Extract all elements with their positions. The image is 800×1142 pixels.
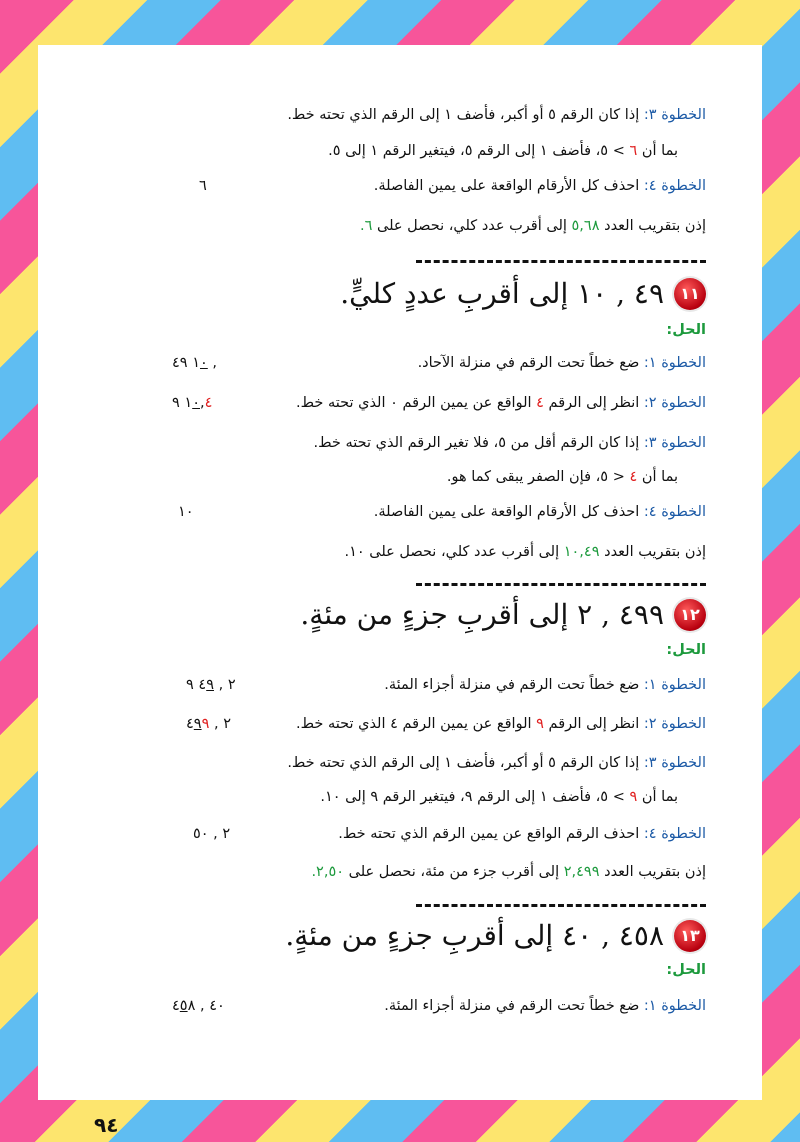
- note-text: بما أن: [641, 789, 678, 805]
- step-text: انظر إلى الرقم: [548, 395, 640, 411]
- work-digits: ٩: [186, 677, 194, 693]
- p11-step2-work: [172, 395, 212, 411]
- work-digits: ٤٩ ,: [172, 355, 217, 371]
- p11-step1: [418, 355, 706, 371]
- highlight-digit: ٤: [629, 469, 638, 485]
- separator: [416, 260, 706, 263]
- p12-step2-work: [186, 716, 231, 732]
- p11-step4-result: ١٠: [178, 504, 194, 520]
- note-text: < ٥، فإن الصفر يبقى كما هو.: [446, 469, 625, 485]
- note-text: > ٥، فأضف ١ إلى الرقم ٥، فيتغير الرقم ١ إلى ٥.: [328, 143, 625, 159]
- highlight-digit: ٩: [201, 716, 210, 732]
- work-digits: ١: [184, 395, 193, 411]
- step-text: إذا كان الرقم ٥ أو أكبر، فأضف ١ إلى الرقم الذي تحته خط.: [287, 755, 640, 771]
- conclusion-result: ٢,٥٠.: [311, 864, 345, 880]
- highlight-digit: ٩: [629, 789, 638, 805]
- note-text: > ٥، فأضف ١ إلى الرقم ٩، فيتغير الرقم ٩ إلى ١٠.: [320, 789, 625, 805]
- p12-conclusion: [311, 864, 706, 880]
- highlight-digit: ٦: [629, 143, 638, 159]
- step-label: الخطوة ١:: [643, 677, 706, 693]
- p12-step1-work: [186, 677, 236, 693]
- step-text: إذا كان الرقم أقل من ٥، فلا تغير الرقم الذي تحته خط.: [313, 435, 640, 451]
- step-label: الخطوة ٤:: [643, 504, 706, 520]
- solution-label: الحل:: [666, 642, 706, 658]
- step-text: انظر إلى الرقم: [548, 716, 640, 732]
- p11-step3: [314, 435, 706, 451]
- step-text: احذف كل الأرقام الواقعة على يمين الفاصلة.: [373, 178, 640, 194]
- top-step4: [374, 178, 706, 194]
- step-label: الخطوة ٢:: [643, 395, 706, 411]
- problem-title: ٤٥٨ , ٤٠ إلى أقربِ جزءٍ من مئةٍ.: [285, 919, 664, 952]
- worksheet-page: [38, 45, 762, 1137]
- note-text: بما أن: [641, 143, 678, 159]
- work-digits: ٤٠ , ٤: [172, 998, 225, 1014]
- p12-step3-note: [320, 789, 678, 805]
- step-text: ضع خطاً تحت الرقم في منزلة أجزاء المئة.: [384, 998, 640, 1014]
- p13-step1: [384, 998, 706, 1014]
- highlight-digit: ٩: [536, 716, 544, 732]
- underlined-digit: ٩: [193, 716, 202, 732]
- top-conclusion: [360, 218, 706, 234]
- step-label: الخطوة ٤:: [643, 178, 706, 194]
- underlined-digit: ٩: [206, 677, 214, 693]
- p11-step1-work: [172, 355, 217, 371]
- p12-step3: [287, 755, 706, 771]
- step-text: الواقع عن يمين الرقم ٠ الذي تحته خط.: [296, 395, 532, 411]
- solution-label: الحل:: [666, 962, 706, 978]
- conclusion-text: إلى أقرب جزء من مئة، نحصل على: [348, 864, 560, 880]
- highlight-digit: ٤: [204, 395, 213, 411]
- step-label: الخطوة ٣:: [643, 435, 706, 451]
- step-label: الخطوة ١:: [643, 998, 706, 1014]
- problem-number-badge: ١٢: [674, 599, 706, 631]
- conclusion-number: ١٠,٤٩: [563, 544, 600, 560]
- work-digits: ٢ , ٤: [186, 716, 232, 732]
- highlight-digit: ٤: [536, 395, 544, 411]
- conclusion-number: ٥,٦٨: [571, 218, 600, 234]
- work-digits: ٢ , ٤: [198, 677, 236, 693]
- p12-step1: [384, 677, 706, 693]
- conclusion-result: ٦.: [360, 218, 373, 234]
- underlined-digit: ٥: [179, 998, 188, 1014]
- conclusion-text: إذن بتقريب العدد: [604, 544, 706, 560]
- step-text: الواقع عن يمين الرقم ٤ الذي تحته خط.: [296, 716, 532, 732]
- problem-title: ٤٩ , ١٠ إلى أقربِ عددٍ كليٍّ.: [340, 277, 664, 310]
- top-step4-result: ٦: [199, 178, 207, 194]
- step-label: الخطوة ٤:: [643, 826, 706, 842]
- p12-step4: [338, 826, 706, 842]
- page-number: ٩٤: [94, 1113, 119, 1137]
- underlined-digit: ٠: [192, 395, 200, 411]
- problem-12-heading: [300, 598, 706, 631]
- p11-step2: [296, 395, 706, 411]
- conclusion-text: إذن بتقريب العدد: [604, 864, 706, 880]
- problem-13-heading: [285, 919, 706, 952]
- step-label: الخطوة ١:: [643, 355, 706, 371]
- problem-number-badge: ١٣: [674, 920, 706, 952]
- separator: [416, 583, 706, 586]
- step-text: ضع خطاً تحت الرقم في منزلة أجزاء المئة.: [384, 677, 640, 693]
- problem-title: ٤٩٩ , ٢ إلى أقربِ جزءٍ من مئةٍ.: [300, 598, 664, 631]
- separator: [416, 904, 706, 907]
- p12-step2: [296, 716, 706, 732]
- problem-number-badge: ١١: [674, 278, 706, 310]
- step-text: احذف الرقم الواقع عن يمين الرقم الذي تحته خط.: [338, 826, 640, 842]
- step-text: احذف كل الأرقام الواقعة على يمين الفاصلة.: [373, 504, 640, 520]
- work-digits: ١: [192, 355, 200, 371]
- p11-step4: [374, 504, 706, 520]
- work-digits: ٨: [187, 998, 196, 1014]
- step-label: الخطوة ٣:: [643, 107, 706, 123]
- top-step3: [287, 107, 706, 123]
- underlined-digit: ٠: [199, 355, 208, 371]
- top-step3-note: [328, 143, 678, 159]
- conclusion-text: إذن بتقريب العدد: [604, 218, 706, 234]
- p13-step1-work: [172, 998, 225, 1014]
- p12-step4-result: ٢ , ٥٠: [193, 826, 231, 842]
- p11-step3-note: [447, 469, 678, 485]
- conclusion-text: إلى أقرب عدد كلي، نحصل على: [377, 218, 567, 234]
- note-text: بما أن: [641, 469, 678, 485]
- conclusion-number: ٢,٤٩٩: [563, 864, 600, 880]
- work-digits: ,: [200, 395, 205, 411]
- step-text: إذا كان الرقم ٥ أو أكبر، فأضف ١ إلى الرقم الذي تحته خط.: [287, 107, 640, 123]
- p11-conclusion: [344, 544, 706, 560]
- problem-11-heading: [340, 277, 706, 310]
- step-label: الخطوة ٣:: [643, 755, 706, 771]
- solution-label: الحل:: [666, 322, 706, 338]
- step-label: الخطوة ٢:: [643, 716, 706, 732]
- step-text: ضع خطاً تحت الرقم في منزلة الآحاد.: [417, 355, 640, 371]
- work-digits: ٩: [172, 395, 180, 411]
- conclusion-text: إلى أقرب عدد كلي، نحصل على ١٠.: [344, 544, 560, 560]
